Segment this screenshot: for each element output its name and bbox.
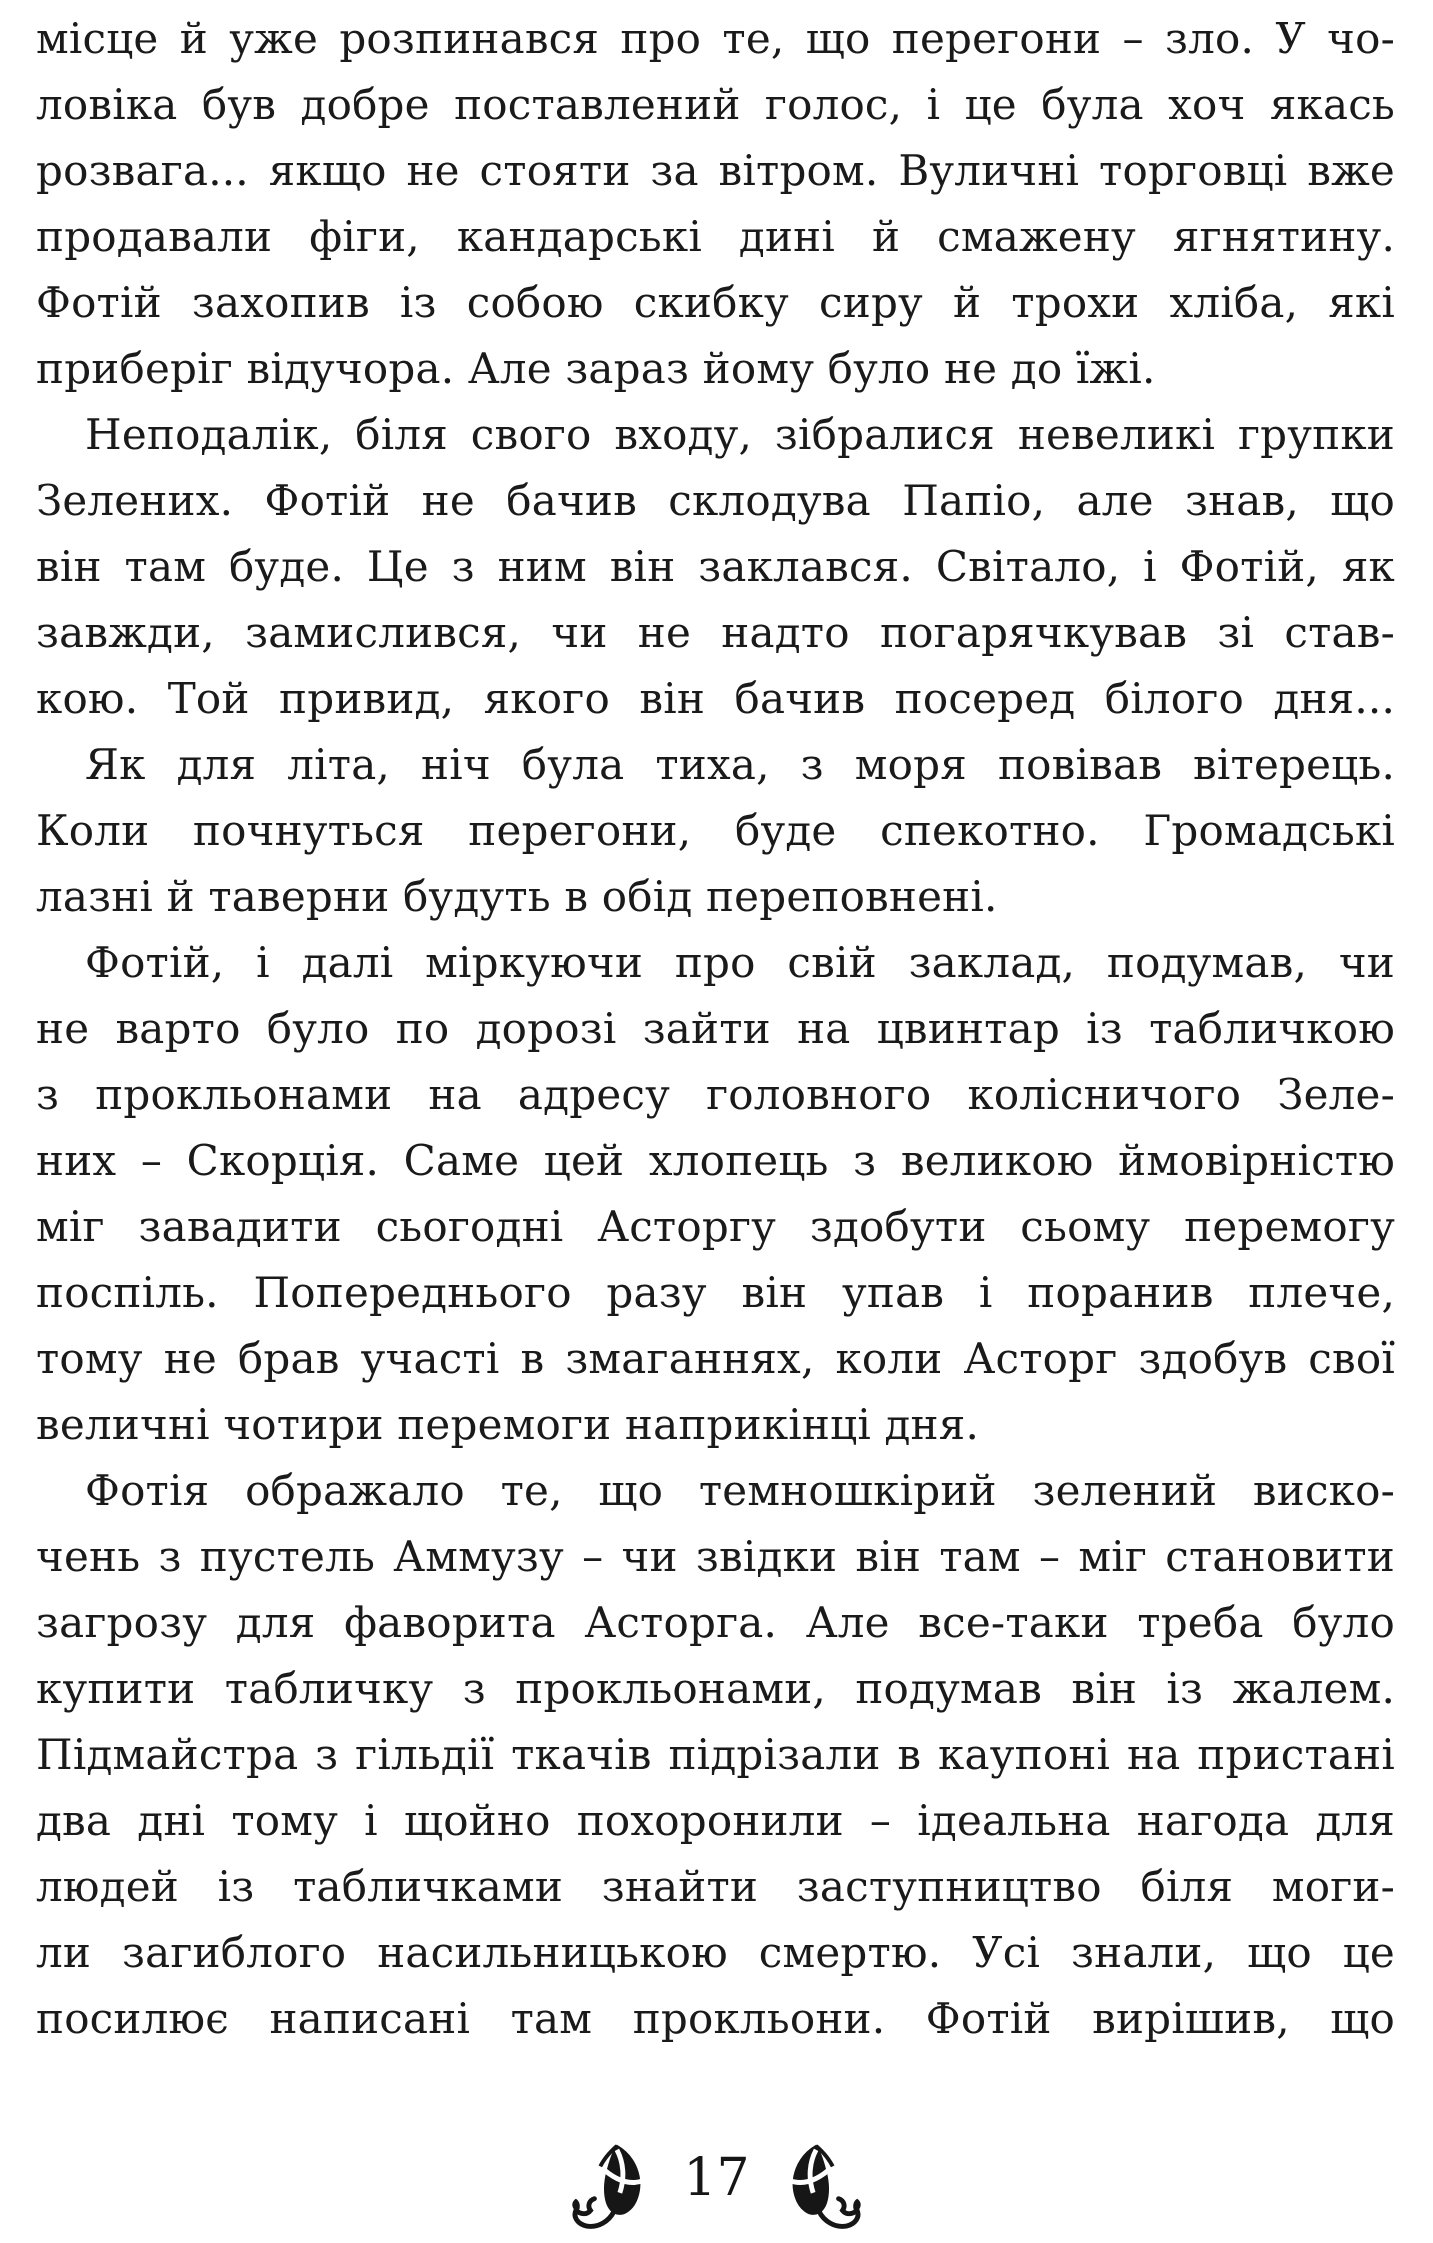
- paragraph: [36, 1458, 1395, 2052]
- text-line: міг завадити сьогодні Асторгу здобути сьому перемогу: [36, 1202, 1395, 1251]
- paragraph: [36, 930, 1395, 1458]
- text-line: ли загиблого насильницькою смертю. Усі знали, що це: [36, 1928, 1395, 1977]
- page-text: [36, 6, 1395, 2052]
- text-line: він там буде. Це з ним він заклався. Світало, і Фотій, як: [36, 542, 1395, 591]
- text-line: поспіль. Попереднього разу він упав і поранив плече,: [36, 1268, 1395, 1317]
- text-line: завжди, замислився, чи не надто погарячкував зі став-: [36, 608, 1395, 657]
- page-footer: [0, 2141, 1433, 2229]
- text-line: ловіка був добре поставлений голос, і це була хоч якась: [36, 80, 1395, 129]
- text-line: Фотія ображало те, що темношкірий зелений виско-: [85, 1466, 1395, 1515]
- paragraph: [36, 402, 1395, 732]
- text-line: Фотій, і далі міркуючи про свій заклад, подумав, чи: [85, 938, 1395, 987]
- text-line: чень з пустель Аммузу – чи звідки він там – міг становити: [36, 1532, 1395, 1581]
- text-line: приберіг відучора. Але зараз йому було не до їжі.: [36, 344, 1156, 393]
- text-line: величні чотири перемоги наприкінці дня.: [36, 1400, 979, 1449]
- paragraph: [36, 6, 1395, 402]
- text-line: тому не брав участі в змаганнях, коли Асторг здобув свої: [36, 1334, 1395, 1383]
- text-line: купити табличку з прокльонами, подумав він із жалем.: [36, 1664, 1395, 1713]
- text-line: місце й уже розпинався про те, що перегони – зло. У чо-: [36, 14, 1395, 63]
- text-line: два дні тому і щойно похоронили – ідеальна нагода для: [36, 1796, 1395, 1845]
- text-line: з прокльонами на адресу головного колісничого Зеле-: [36, 1070, 1395, 1119]
- text-line: кою. Той привид, якого він бачив посеред білого дня...: [36, 674, 1395, 723]
- text-line: Як для літа, ніч була тиха, з моря повівав вітерець.: [85, 740, 1395, 789]
- text-line: загрозу для фаворита Асторга. Але все-таки треба було: [36, 1598, 1395, 1647]
- text-line: не варто було по дорозі зайти на цвинтар із табличкою: [36, 1004, 1395, 1053]
- text-line: розвага... якщо не стояти за вітром. Вуличні торговці вже: [36, 146, 1395, 195]
- text-line: Фотій захопив із собою скибку сиру й трохи хліба, які: [36, 278, 1395, 327]
- paragraph: [36, 732, 1395, 930]
- flourish-ornament-right-icon: [776, 2141, 864, 2229]
- text-line: лазні й таверни будуть в обід переповнені.: [36, 872, 998, 921]
- text-line: них – Скорція. Саме цей хлопець з великою ймовірністю: [36, 1136, 1395, 1185]
- text-line: Зелених. Фотій не бачив склодува Папіо, але знав, що: [36, 476, 1395, 525]
- text-line: Підмайстра з гільдії ткачів підрізали в каупоні на пристані: [36, 1730, 1395, 1779]
- text-line: продавали фіги, кандарські дині й смажену ягнятину.: [36, 212, 1395, 261]
- text-line: Коли почнуться перегони, буде спекотно. Громадські: [36, 806, 1395, 855]
- text-line: посилює написані там прокльони. Фотій вирішив, що: [36, 1994, 1395, 2043]
- page-number: 17: [683, 2148, 750, 2208]
- text-line: людей із табличками знайти заступництво біля моги-: [36, 1862, 1395, 1911]
- text-line: Неподалік, біля свого входу, зібралися невеликі групки: [85, 410, 1395, 459]
- flourish-ornament-left-icon: [569, 2141, 657, 2229]
